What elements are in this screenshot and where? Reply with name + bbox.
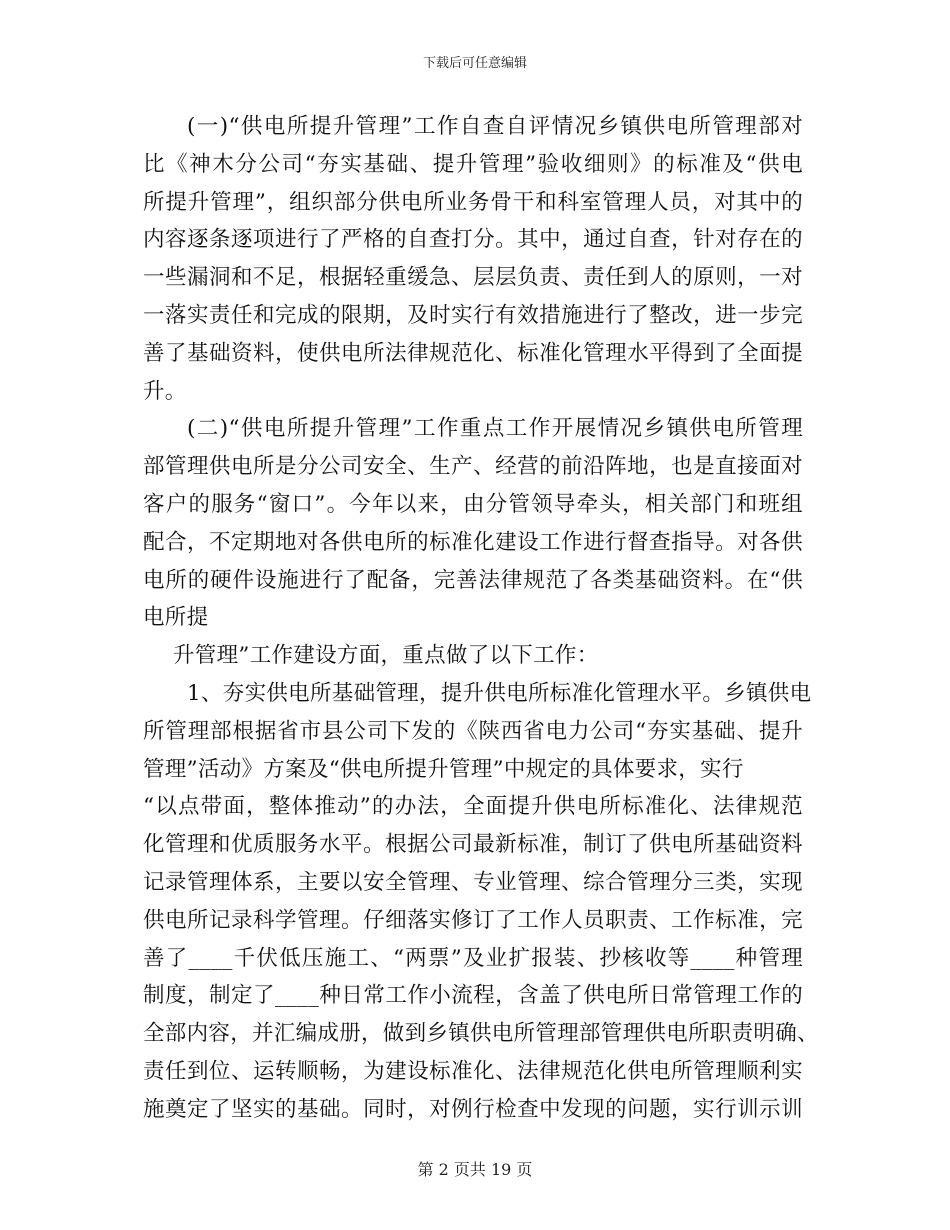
paragraph-line: 客户的服务“窗口”。今年以来，由分管领导牵头，相关部门和班组: [143, 491, 803, 517]
paragraph-line: 善了____千伏低压施工、“两票”及业扩报装、抄核收等____种管理: [143, 945, 803, 971]
page-header: 下载后可任意编辑: [422, 56, 527, 71]
paragraph-line: 一落实责任和完成的限期，及时实行有效措施进行了整改，进一步完: [143, 302, 803, 328]
paragraph-line: 所管理部根据省市县公司下发的《陕西省电力公司“夯实基础、提升: [143, 718, 803, 744]
paragraph-line: 升。: [143, 378, 187, 404]
paragraph-line: 化管理和优质服务水平。根据公司最新标准，制订了供电所基础资料: [143, 832, 803, 858]
paragraph-line: 比《神木分公司“夯实基础、提升管理”验收细则》的标准及“供电: [143, 151, 803, 177]
paragraph-line: 善了基础资料，使供电所法律规范化、标准化管理水平得到了全面提: [143, 340, 803, 366]
paragraph-line: 配合，不定期地对各供电所的标准化建设工作进行督查指导。对各供: [143, 529, 803, 555]
document-body: [143, 108, 819, 1129]
paragraph-line: 部管理供电所是分公司安全、生产、经营的前沿阵地，也是直接面对: [143, 454, 803, 480]
paragraph-line: 责任到位、运转顺畅，为建设标准化、法律规范化供电所管理顺利实: [143, 1058, 803, 1084]
paragraph-line: 记录管理体系，主要以安全管理、专业管理、综合管理分三类，实现: [143, 869, 803, 895]
paragraph-line: 一些漏洞和不足，根据轻重缓急、层层负责、责任到人的原则，一对: [143, 265, 803, 291]
paragraph-line: (二)“供电所提升管理”工作重点工作开展情况乡镇供电所管理: [187, 416, 803, 442]
paragraph-line: 所提升管理”，组织部分供电所业务骨干和科室管理人员，对其中的: [143, 189, 803, 215]
paragraph-line: 施奠定了坚实的基础。同时，对例行检查中发现的问题，实行训示训: [143, 1096, 803, 1122]
paragraph-line: “以点带面，整体推动”的办法，全面提升供电所标准化、法律规范: [143, 794, 803, 820]
paragraph-line: 供电所记录科学管理。仔细落实修订了工作人员职责、工作标准，完: [143, 907, 803, 933]
paragraph-line: 电所的硬件设施进行了配备，完善法律规范了各类基础资料。在“供: [143, 567, 803, 593]
paragraph-line: 1、夯实供电所基础管理，提升供电所标准化管理水平。乡镇供电: [187, 680, 812, 706]
paragraph-line: 升管理”工作建设方面，重点做了以下工作：: [173, 643, 599, 669]
paragraph-line: 管理”活动》方案及“供电所提升管理”中规定的具体要求，实行: [143, 756, 744, 782]
paragraph-line: (一)“供电所提升管理”工作自查自评情况乡镇供电所管理部对: [187, 114, 803, 139]
paragraph-line: 内容逐条逐项进行了严格的自查打分。其中，通过自查，针对存在的: [143, 227, 803, 253]
page-number: 第 2 页共 19 页: [417, 1160, 533, 1179]
paragraph-line: 电所提: [143, 605, 209, 631]
paragraph-line: 全部内容，并汇编成册，做到乡镇供电所管理部管理供电所职责明确、: [143, 1021, 819, 1047]
paragraph-line: 制度，制定了____种日常工作小流程，含盖了供电所日常管理工作的: [143, 983, 803, 1009]
